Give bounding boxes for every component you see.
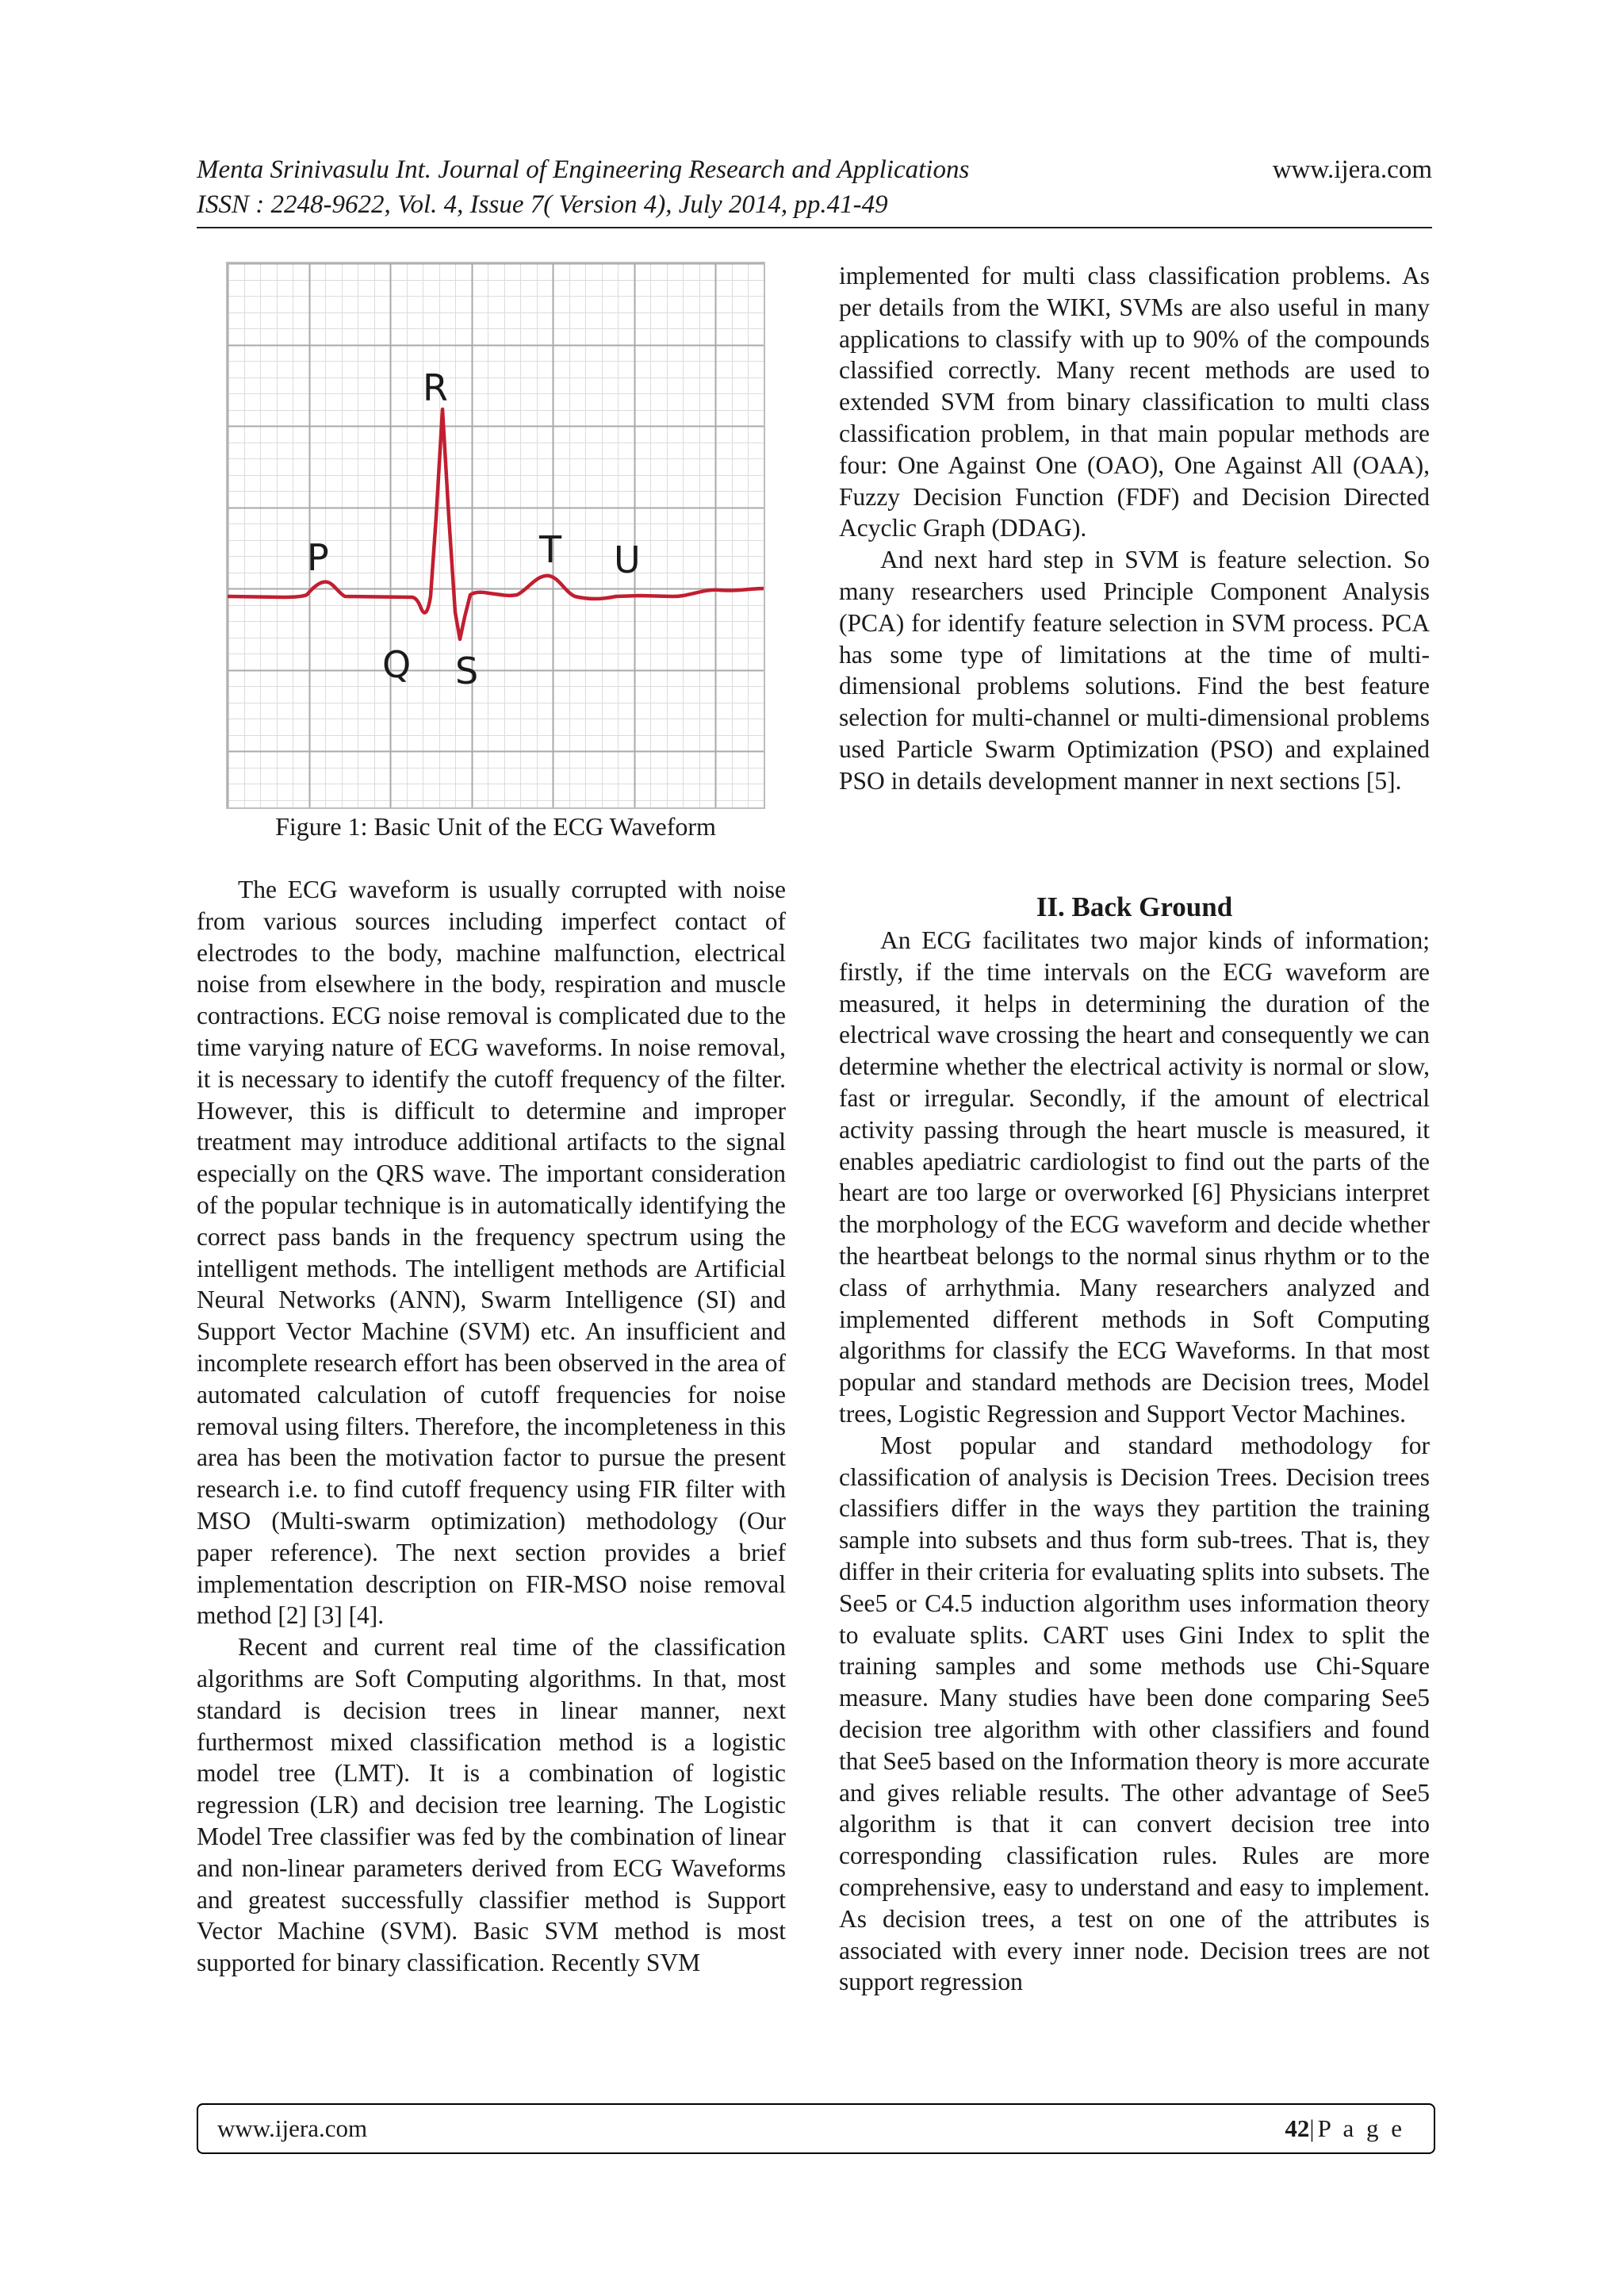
figure-caption: Figure 1: Basic Unit of the ECG Waveform [275,812,716,841]
header-divider [197,227,1432,228]
ecg-figure [226,262,765,809]
paragraph: Most popular and standard methodology for classification of analysis is Decision Trees. Decision trees classifiers differ in the ways they partition the training sample into subsets and thus form sub-trees. That is, they differ in their criteria for evaluating splits into subsets. The See5 or C4.5 induction algorithm uses information theory to evaluate splits. CART uses Gini Index to split the training samples and some methods use Chi-Square measure. Many studies have been done comparing See5 decision tree algorithm with other classifiers and found that See5 based on the Information theory is more accurate and gives reliable results. The other advantage of See5 algorithm is that it can convert decision tree into corresponding classification rules. Rules are more comprehensive, easy to understand and easy to implement. As decision trees, a test on one of the attributes is associated with every inner node. Decision trees are not support regression [839,1431,1430,1996]
page-number [1285,2105,1405,2152]
ecg-label-q: Q [382,643,412,686]
ecg-label-p: P [307,536,329,579]
paragraph: And next hard step in SVM is feature selection. So many researchers used Principle Component Analysis (PCA) for identify feature selection in SVM process. PCA has some type of limitations at the time of multi-dimensional problems solutions. Find the best feature selection for multi-channel or multi-dimensional problems used Particle Swarm Optimization (PSO) and explained PSO in details development manner in next sections [5]. [839,546,1430,795]
header-line-1 [197,152,1432,187]
page-number-value: 42 [1285,2114,1310,2142]
ecg-label-t: T [539,528,562,571]
section-heading: II. Back Ground [1036,891,1233,922]
paragraph: implemented for multi class classification problems. As per details from the WIKI, SVMs are also useful in many applications to classify with up to 90% of the compounds classified correctly. Many recent methods are used to extended SVM from binary classification to multi class classification problem, in that main popular methods are four: One Against One (OAO), One Against All (OAA), Fuzzy Decision Function (FDF) and Decision Directed Acyclic Graph (DDAG). [839,262,1430,542]
left-column [197,874,786,1979]
paragraph: The ECG waveform is usually corrupted with noise from various sources including imperfect contact of electrodes to the body, machine malfunction, electrical noise from elsewhere in the body, respiration and muscle contractions. ECG noise removal is complicated due to the time varying nature of ECG waveforms. In noise removal, it is necessary to identify the cutoff frequency of the filter. However, this is difficult to determine and improper treatment may introduce additional artifacts to the signal especially on the QRS wave. The important consideration of the popular technique is in automatically identifying the correct pass bands in the frequency spectrum using the intelligent methods. The intelligent methods are Artificial Neural Networks (ANN), Swarm Intelligence (SI) and Support Vector Machine (SVM) etc. An insufficient and incomplete research effort has been observed in the area of automated calculation of cutoff frequencies for noise removal using filters. Therefore, the incompleteness in this area has been the motivation factor to pursue the present research i.e. to find cutoff frequency using FIR filter with MSO (Multi-swarm optimization) methodology (Our paper reference). The next section provides a brief implementation description on FIR-MSO noise removal method [2] [3] [4]. [197,876,786,1630]
footer-website[interactable]: www.ijera.com [217,2114,368,2142]
journal-title: Menta Srinivasulu Int. Journal of Engineering Research and Applications [197,155,970,184]
right-column-top [839,260,1430,797]
ecg-waveform-graphic [228,263,764,807]
right-column-bottom [839,925,1430,1998]
header-line-2: ISSN : 2248-9622, Vol. 4, Issue 7( Version 4), July 2014, pp.41-49 [197,190,888,219]
header-website[interactable]: www.ijera.com [1272,155,1432,184]
page-label: |P a g e [1309,2114,1405,2142]
ecg-label-r: R [423,366,448,409]
running-header [197,152,1432,222]
page-footer [197,2103,1435,2154]
ecg-label-s: S [455,650,479,692]
ecg-label-u: U [614,539,641,581]
paragraph: Recent and current real time of the classification algorithms are Soft Computing algorithms. In that, most standard is decision trees in linear manner, next furthermost mixed classification method is a logistic model tree (LMT). It is a combination of logistic regression (LR) and decision tree learning. The Logistic Model Tree classifier was fed by the combination of linear and non-linear parameters derived from ECG Waveforms and greatest successfully classifier method is Support Vector Machine (SVM). Basic SVM method is most supported for binary classification. Recently SVM [197,1633,786,1977]
paragraph: An ECG facilitates two major kinds of information; firstly, if the time intervals on the ECG waveform are measured, it helps in determining the duration of the electrical wave crossing the heart and consequently we can determine whether the electrical activity is normal or slow, fast or irregular. Secondly, if the amount of electrical activity passing through the heart muscle is measured, it enables apediatric cardiologist to find out the parts of the heart are too large or overworked [6] Physicians interpret the morphology of the ECG waveform and decide whether the heartbeat belongs to the normal sinus rhythm or to the class of arrhythmia. Many researchers analyzed and implemented different methods in Soft Computing algorithms for classify the ECG Waveforms. In that most popular and standard methods are Decision trees, Model trees, Logistic Regression and Support Vector Machines. [839,926,1430,1428]
